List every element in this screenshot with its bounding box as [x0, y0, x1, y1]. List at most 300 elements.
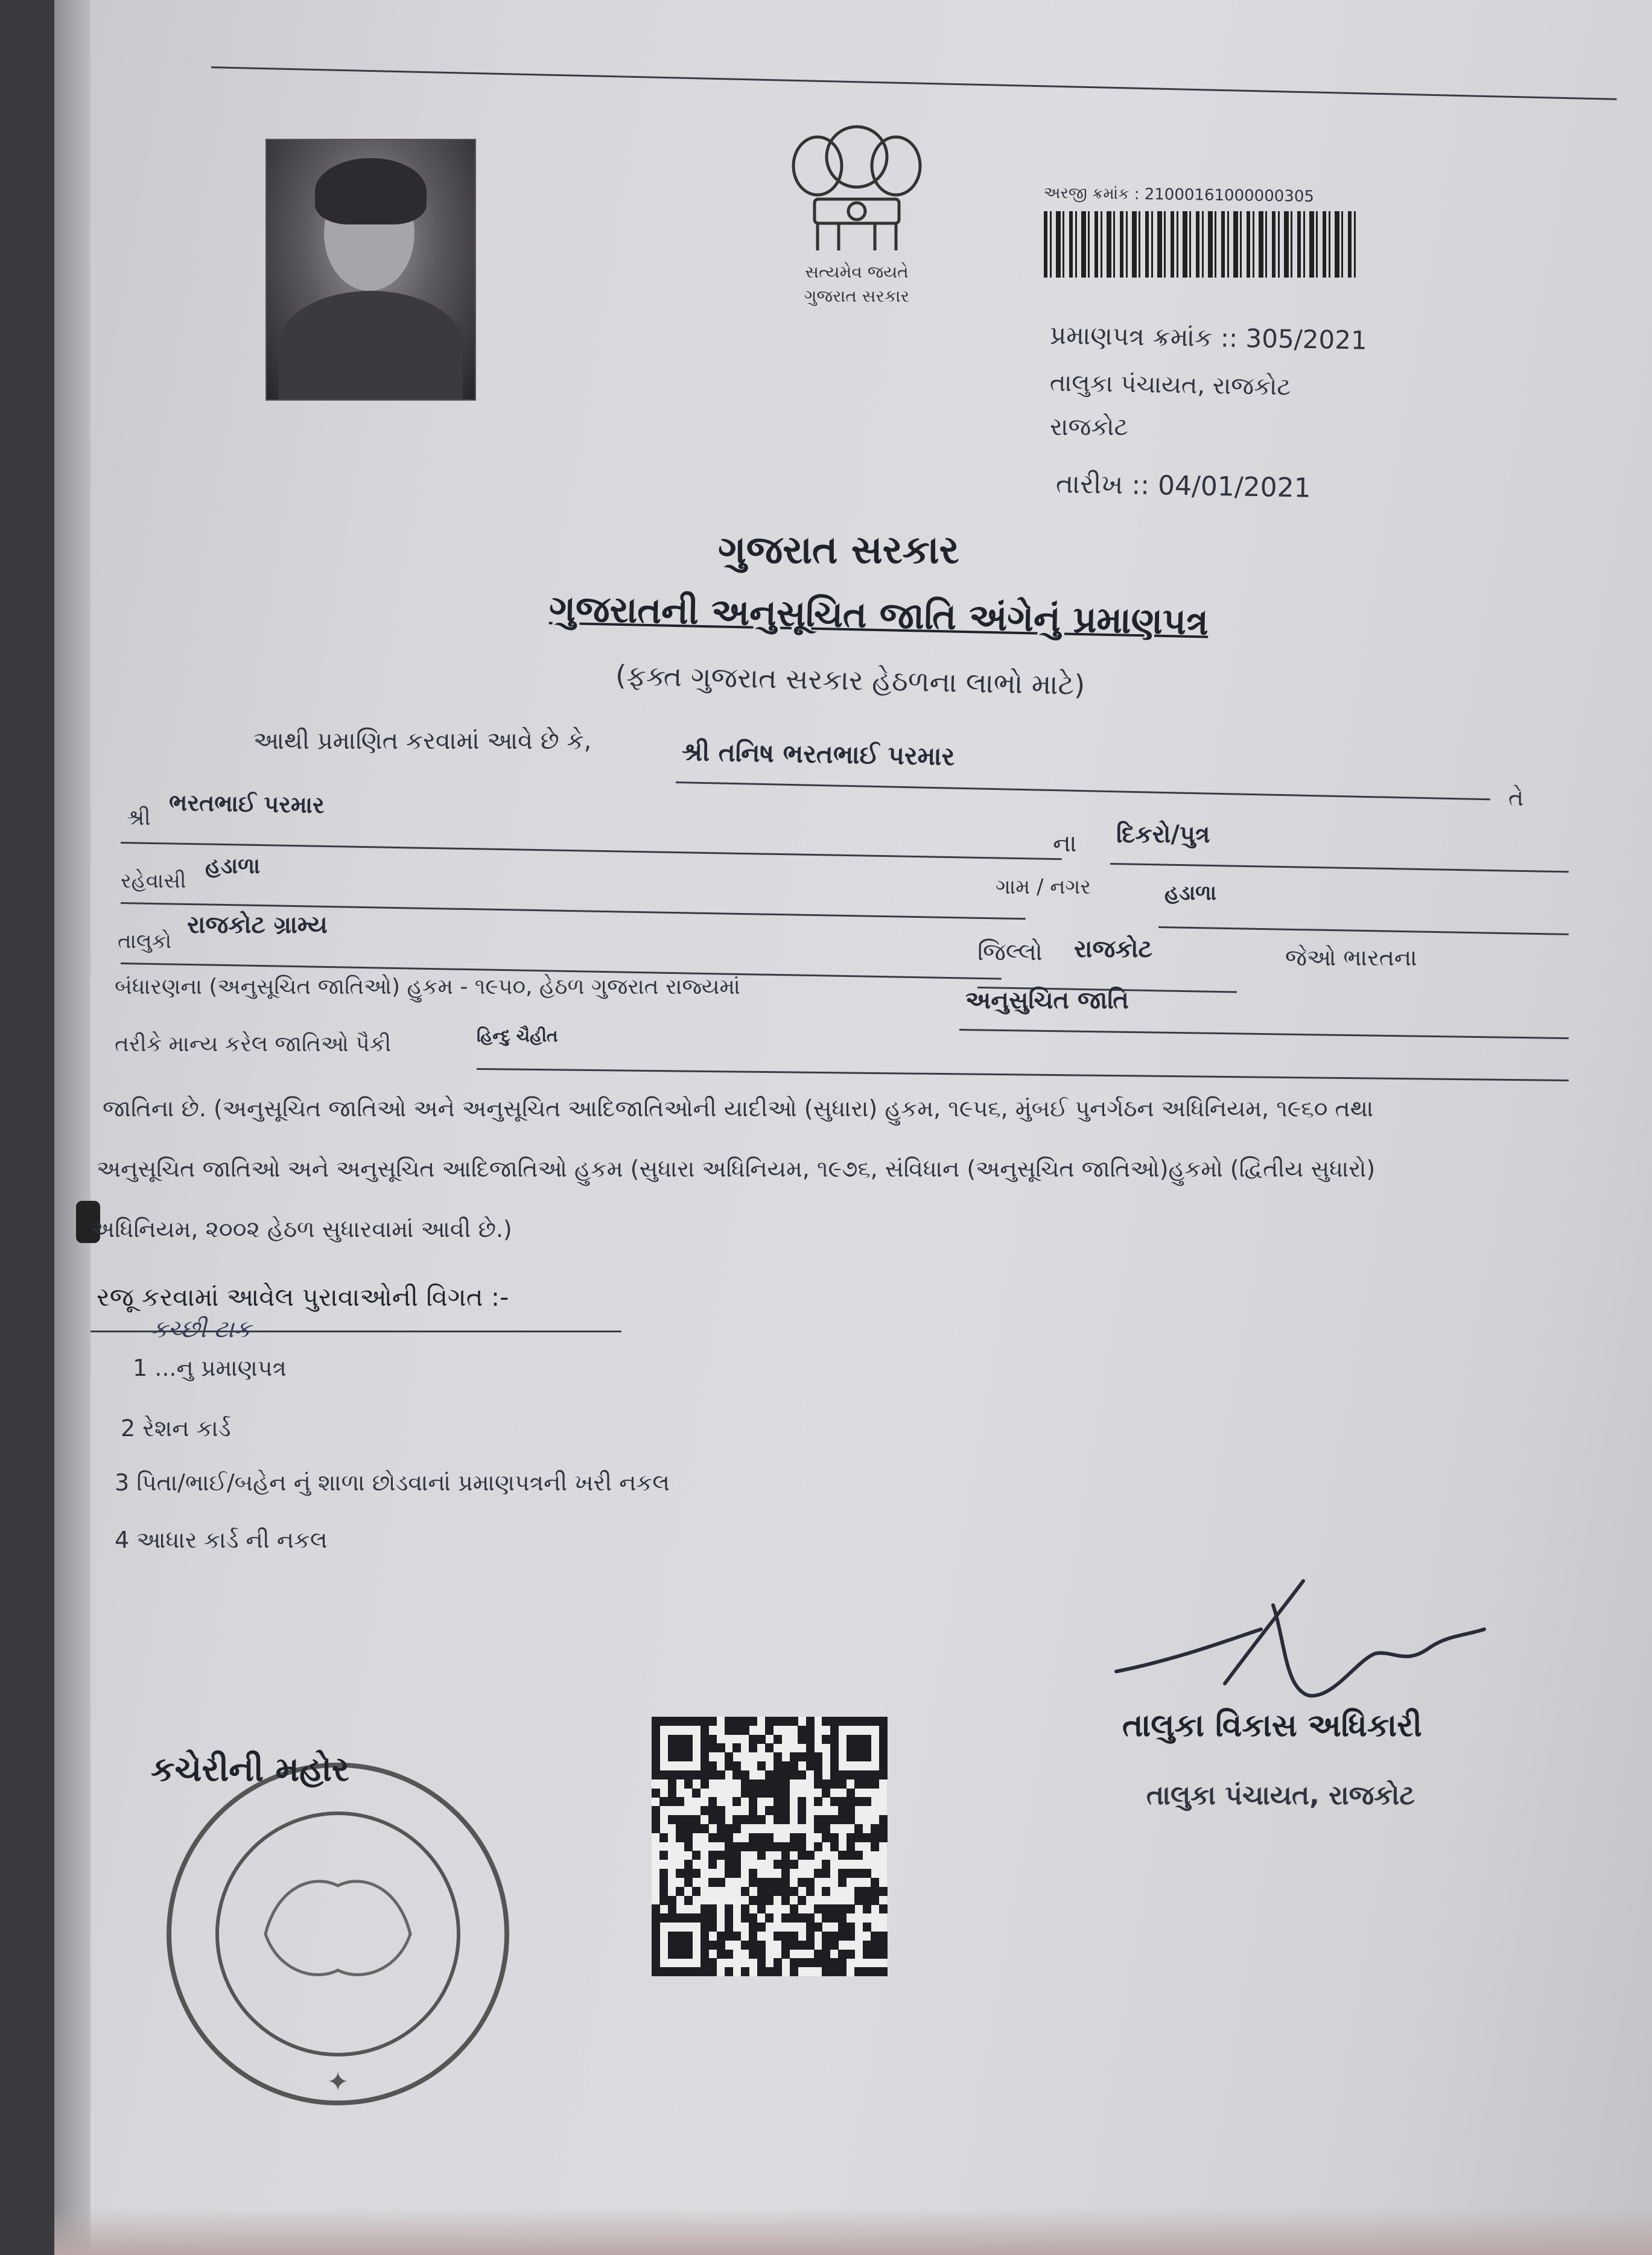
qr-module	[822, 1913, 830, 1923]
qr-module	[757, 1950, 766, 1959]
qr-module	[814, 1950, 822, 1959]
qr-module	[765, 1887, 774, 1896]
qr-module	[652, 1743, 660, 1752]
qr-module	[847, 1806, 855, 1815]
qr-module	[757, 1815, 766, 1824]
qr-module	[781, 1913, 790, 1923]
caste-value: હિન્દુ ચૈહીત	[477, 1026, 558, 1046]
qr-module	[830, 1761, 839, 1770]
qr-module	[781, 1869, 790, 1878]
qr-module	[692, 1851, 701, 1860]
qr-module	[732, 1869, 741, 1878]
qr-module	[717, 1941, 725, 1950]
certificate-title: ગુજરાતની અનુસૂચિત જાતિ અંગેનું પ્રમાણપત્ર	[548, 587, 1209, 644]
qr-module	[838, 1869, 847, 1878]
qr-module	[668, 1797, 676, 1806]
qr-module	[871, 1896, 879, 1905]
qr-module	[871, 1770, 879, 1780]
qr-module	[790, 1860, 798, 1869]
qr-module	[830, 1770, 839, 1780]
qr-module	[790, 1842, 798, 1851]
qr-module	[822, 1958, 830, 1967]
qr-module	[725, 1851, 733, 1860]
qr-module	[774, 1815, 782, 1824]
qr-module	[838, 1904, 847, 1913]
qr-module	[652, 1789, 660, 1798]
qr-module	[676, 1743, 684, 1752]
qr-module	[830, 1752, 839, 1761]
qr-module	[765, 1967, 774, 1976]
government-heading: ગુજરાત સરકાર	[718, 528, 959, 573]
qr-module	[854, 1770, 863, 1780]
qr-module	[708, 1770, 717, 1780]
qr-module	[701, 1806, 709, 1815]
qr-module	[749, 1842, 757, 1851]
qr-module	[676, 1815, 684, 1824]
qr-module	[692, 1717, 701, 1726]
qr-module	[847, 1770, 855, 1780]
qr-module	[652, 1726, 660, 1735]
qr-module	[676, 1752, 684, 1761]
qr-module	[822, 1904, 830, 1913]
application-number: અરજી ક્રમાંક : 21000161000000305	[1043, 183, 1315, 206]
qr-module	[790, 1752, 798, 1761]
qr-module	[814, 1780, 822, 1789]
qr-module	[701, 1761, 709, 1770]
qr-module	[765, 1896, 774, 1905]
qr-module	[814, 1842, 822, 1851]
qr-module	[781, 1887, 790, 1896]
qr-module	[717, 1806, 725, 1815]
qr-module	[725, 1932, 733, 1941]
evidence-item-3: 3 પિતા/ભાઈ/બહેન નું શાળા છોડવાનાં પ્રમાણપત્રની ખરી નકલ	[115, 1469, 670, 1496]
qr-module	[749, 1833, 757, 1842]
qr-module	[854, 1735, 863, 1744]
qr-module	[863, 1735, 871, 1744]
qr-module	[749, 1950, 757, 1959]
qr-module	[847, 1789, 855, 1798]
qr-module	[668, 1967, 676, 1976]
qr-module	[741, 1770, 749, 1780]
qr-module	[749, 1932, 757, 1941]
qr-module	[847, 1743, 855, 1752]
qr-module	[676, 1913, 684, 1923]
father-prefix: શ્રી	[127, 806, 151, 830]
qr-module	[741, 1780, 749, 1789]
qr-module	[790, 1913, 798, 1923]
qr-module	[838, 1806, 847, 1815]
qr-module	[684, 1842, 693, 1851]
qr-module	[732, 1717, 741, 1726]
qr-module	[798, 1797, 806, 1806]
qr-module	[725, 1842, 733, 1851]
qr-module	[814, 1824, 822, 1833]
qr-module	[798, 1815, 806, 1824]
qr-module	[847, 1904, 855, 1913]
qr-module	[701, 1950, 709, 1959]
qr-module	[692, 1815, 701, 1824]
qr-module	[854, 1833, 863, 1842]
qr-module	[879, 1950, 888, 1959]
qr-module	[774, 1967, 782, 1976]
qr-module	[676, 1797, 684, 1806]
qr-module	[830, 1717, 839, 1726]
qr-module	[774, 1717, 782, 1726]
qr-module	[806, 1878, 815, 1887]
qr-module	[838, 1851, 847, 1860]
qr-module	[684, 1950, 693, 1959]
category-value: અનુસુચિત જાતિ	[965, 987, 1129, 1014]
qr-module	[822, 1717, 830, 1726]
qr-module	[701, 1735, 709, 1744]
qr-module	[879, 1717, 888, 1726]
qr-module	[732, 1797, 741, 1806]
qr-module	[659, 1878, 668, 1887]
qr-module	[781, 1789, 790, 1798]
qr-module	[684, 1941, 693, 1950]
qr-module	[757, 1842, 766, 1851]
qr-module	[790, 1958, 798, 1967]
qr-module	[847, 1842, 855, 1851]
officer-signature	[1104, 1569, 1490, 1708]
qr-module	[879, 1833, 888, 1842]
te-text: તે	[1508, 784, 1524, 811]
qr-module	[708, 1761, 717, 1770]
qr-module	[659, 1896, 668, 1905]
qr-module	[659, 1869, 668, 1878]
qr-module	[749, 1797, 757, 1806]
legal-para-line-3: અધિનિયમ, ૨૦૦૨ હેઠળ સુધારવામાં આવી છે.)	[91, 1216, 512, 1242]
qr-module	[708, 1941, 717, 1950]
qr-module	[684, 1896, 693, 1905]
qr-module	[838, 1950, 847, 1959]
qr-module	[790, 1833, 798, 1842]
qr-module	[838, 1815, 847, 1824]
qr-module	[684, 1752, 693, 1761]
qr-module	[765, 1770, 774, 1780]
qr-module	[741, 1717, 749, 1726]
qr-module	[684, 1824, 693, 1833]
qr-module	[676, 1869, 684, 1878]
qr-module	[790, 1904, 798, 1913]
recognized-text: તરીકે માન્ય કરેલ જાતિઓ પૈકી	[115, 1032, 392, 1057]
qr-module	[879, 1824, 888, 1833]
qr-module	[847, 1815, 855, 1824]
qr-module	[668, 1752, 676, 1761]
intro-text: આથી પ્રમાણિત કરવામાં આવે છે કે,	[253, 727, 592, 755]
qr-module	[806, 1941, 815, 1950]
qr-module	[741, 1913, 749, 1923]
qr-module	[838, 1932, 847, 1941]
qr-module	[732, 1824, 741, 1833]
qr-module	[838, 1780, 847, 1789]
qr-module	[652, 1752, 660, 1761]
qr-module	[774, 1878, 782, 1887]
qr-module	[668, 1950, 676, 1959]
qr-module	[814, 1904, 822, 1913]
qr-module	[863, 1967, 871, 1976]
office-seal	[157, 1753, 519, 2115]
qr-module	[838, 1878, 847, 1887]
qr-module	[781, 1842, 790, 1851]
qr-module	[692, 1770, 701, 1780]
qr-module	[668, 1780, 676, 1789]
certificate-number: પ્રમાણપત્ર ક્રમાંક :: 305/2021	[1049, 320, 1368, 355]
qr-module	[692, 1869, 701, 1878]
evidence-item-1: 1 ...નુ પ્રમાણપત્ર	[133, 1355, 287, 1381]
qr-module	[652, 1770, 660, 1780]
qr-module	[701, 1717, 709, 1726]
qr-module	[659, 1851, 668, 1860]
qr-module	[790, 1717, 798, 1726]
qr-module	[668, 1717, 676, 1726]
qr-module	[757, 1761, 766, 1770]
qr-module	[652, 1958, 660, 1967]
qr-module	[798, 1752, 806, 1761]
qr-module	[659, 1887, 668, 1896]
qr-module	[765, 1717, 774, 1726]
qr-module	[732, 1815, 741, 1824]
qr-module	[814, 1958, 822, 1967]
village-label: ગામ / નગર	[996, 875, 1091, 899]
qr-module	[822, 1860, 830, 1869]
qr-module	[708, 1851, 717, 1860]
qr-module	[822, 1932, 830, 1941]
qr-module	[676, 1941, 684, 1950]
qr-module	[847, 1869, 855, 1878]
qr-module	[701, 1726, 709, 1735]
qr-module	[717, 1815, 725, 1824]
qr-module	[781, 1717, 790, 1726]
qr-module	[757, 1878, 766, 1887]
qr-module	[863, 1743, 871, 1752]
emblem-caption-2: ગુજરાત સરકાર	[804, 286, 909, 306]
qr-module	[749, 1869, 757, 1878]
signatory-office: તાલુકા પંચાયત, રાજકોટ	[1146, 1780, 1415, 1811]
qr-module	[863, 1780, 871, 1789]
qr-module	[806, 1851, 815, 1860]
qr-module	[692, 1887, 701, 1896]
qr-module	[684, 1869, 693, 1878]
office-line-2: રાજકોટ	[1050, 413, 1128, 441]
qr-module	[708, 1743, 717, 1752]
qr-module	[717, 1824, 725, 1833]
qr-module	[741, 1789, 749, 1798]
qr-module	[879, 1743, 888, 1752]
qr-module	[725, 1967, 733, 1976]
qr-module	[676, 1717, 684, 1726]
qr-module	[659, 1913, 668, 1923]
qr-module	[798, 1770, 806, 1780]
qr-module	[708, 1797, 717, 1806]
qr-module	[652, 1967, 660, 1976]
qr-module	[749, 1941, 757, 1950]
qr-module	[781, 1896, 790, 1905]
qr-module	[732, 1932, 741, 1941]
qr-module	[684, 1913, 693, 1923]
qr-module	[692, 1789, 701, 1798]
qr-module	[749, 1913, 757, 1923]
qr-module	[732, 1860, 741, 1869]
svg-text:✦: ✦	[326, 2067, 349, 2098]
qr-module	[806, 1752, 815, 1761]
qr-module	[668, 1913, 676, 1923]
qr-module	[765, 1806, 774, 1815]
qr-module	[757, 1851, 766, 1860]
qr-module	[879, 1752, 888, 1761]
signatory-title: તાલુકા વિકાસ અધિકારી	[1122, 1708, 1422, 1744]
caste-line	[477, 1068, 1569, 1081]
qr-module	[676, 1824, 684, 1833]
qr-module	[798, 1878, 806, 1887]
qr-module	[701, 1904, 709, 1913]
qr-module	[806, 1761, 815, 1770]
qr-module	[668, 1904, 676, 1913]
qr-module	[822, 1735, 830, 1744]
qr-module	[749, 1743, 757, 1752]
qr-module	[830, 1967, 839, 1976]
qr-module	[822, 1887, 830, 1896]
qr-module	[741, 1941, 749, 1950]
qr-module	[757, 1789, 766, 1798]
evidence-item-4: 4 આધાર કાર્ડ ની નકલ	[115, 1527, 328, 1553]
qr-module	[659, 1797, 668, 1806]
qr-module	[863, 1941, 871, 1950]
qr-module	[854, 1752, 863, 1761]
qr-module	[781, 1860, 790, 1869]
qr-module	[790, 1770, 798, 1780]
qr-module	[668, 1735, 676, 1744]
state-emblem-icon	[760, 115, 953, 314]
page-bottom-shadow	[54, 2207, 1652, 2255]
qr-module	[774, 1842, 782, 1851]
qr-module	[701, 1780, 709, 1789]
applicant-name-line	[676, 781, 1490, 800]
qr-module	[871, 1932, 879, 1941]
qr-module	[732, 1726, 741, 1735]
qr-module	[806, 1726, 815, 1735]
qr-module	[676, 1967, 684, 1976]
qr-module	[822, 1789, 830, 1798]
qr-module	[708, 1860, 717, 1869]
qr-module	[757, 1923, 766, 1932]
qr-module	[701, 1932, 709, 1941]
qr-module	[871, 1887, 879, 1896]
qr-module	[798, 1833, 806, 1842]
qr-module	[774, 1770, 782, 1780]
qr-module	[781, 1806, 790, 1815]
qr-module	[798, 1806, 806, 1815]
qr-module	[863, 1869, 871, 1878]
qr-module	[741, 1842, 749, 1851]
qr-module	[838, 1797, 847, 1806]
qr-module	[798, 1851, 806, 1860]
qr-module	[781, 1780, 790, 1789]
taluka-value: રાજકોટ ગ્રામ્ય	[187, 911, 328, 939]
qr-module	[684, 1770, 693, 1780]
qr-module	[701, 1752, 709, 1761]
qr-module	[863, 1904, 871, 1913]
qr-module	[765, 1833, 774, 1842]
qr-module	[871, 1878, 879, 1887]
qr-module	[879, 1967, 888, 1976]
qr-module	[708, 1806, 717, 1815]
qr-module	[741, 1726, 749, 1735]
qr-module	[790, 1932, 798, 1941]
resident-value: હડાળા	[205, 854, 261, 879]
qr-module	[822, 1869, 830, 1878]
qr-module	[854, 1797, 863, 1806]
qr-module	[871, 1833, 879, 1842]
qr-module	[725, 1833, 733, 1842]
qr-code	[652, 1717, 887, 1976]
qr-module	[684, 1743, 693, 1752]
qr-module	[774, 1752, 782, 1761]
qr-module	[830, 1780, 839, 1789]
qr-module	[684, 1780, 693, 1789]
qr-module	[871, 1824, 879, 1833]
qr-module	[830, 1941, 839, 1950]
district-value: રાજકોટ	[1074, 935, 1152, 963]
qr-module	[847, 1932, 855, 1941]
qr-module	[652, 1806, 660, 1815]
qr-module	[847, 1735, 855, 1744]
qr-module	[781, 1851, 790, 1860]
qr-module	[652, 1950, 660, 1959]
qr-module	[659, 1717, 668, 1726]
qr-module	[684, 1815, 693, 1824]
qr-module	[854, 1743, 863, 1752]
qr-module	[822, 1815, 830, 1824]
qr-module	[765, 1726, 774, 1735]
qr-module	[822, 1950, 830, 1959]
applicant-name: શ્રી તનિષ ભરતભાઈ પરમાર	[681, 737, 955, 771]
qr-module	[854, 1717, 863, 1726]
qr-module	[871, 1842, 879, 1851]
qr-module	[822, 1833, 830, 1842]
qr-module	[659, 1833, 668, 1842]
qr-module	[717, 1932, 725, 1941]
qr-module	[781, 1941, 790, 1950]
qr-module	[725, 1904, 733, 1913]
qr-module	[725, 1913, 733, 1923]
qr-module	[774, 1789, 782, 1798]
qr-module	[838, 1717, 847, 1726]
category-line	[959, 1029, 1569, 1039]
qr-module	[822, 1824, 830, 1833]
qr-module	[668, 1770, 676, 1780]
qr-module	[774, 1958, 782, 1967]
certificate-page	[54, 0, 1652, 2255]
qr-module	[765, 1913, 774, 1923]
qr-module	[879, 1932, 888, 1941]
qr-module	[838, 1967, 847, 1976]
qr-module	[781, 1797, 790, 1806]
qr-module	[790, 1967, 798, 1976]
qr-module	[708, 1717, 717, 1726]
qr-module	[774, 1761, 782, 1770]
certificate-subtitle: (ફક્ત ગુજરાત સરકાર હેઠળના લાભો માટે)	[615, 658, 1085, 702]
qr-module	[774, 1887, 782, 1896]
order-text: બંધારણના (અનુસૂચિત જાતિઓ) હુકમ - ૧૯૫૦, હેઠળ ગુજરાત રાજ્યમાં	[115, 975, 740, 999]
qr-module	[717, 1950, 725, 1959]
qr-module	[652, 1932, 660, 1941]
qr-module	[863, 1770, 871, 1780]
emblem-caption-1: સત્યમેવ જયતે	[805, 262, 909, 282]
qr-module	[854, 1896, 863, 1905]
qr-module	[725, 1752, 733, 1761]
father-name-line	[121, 842, 1062, 860]
